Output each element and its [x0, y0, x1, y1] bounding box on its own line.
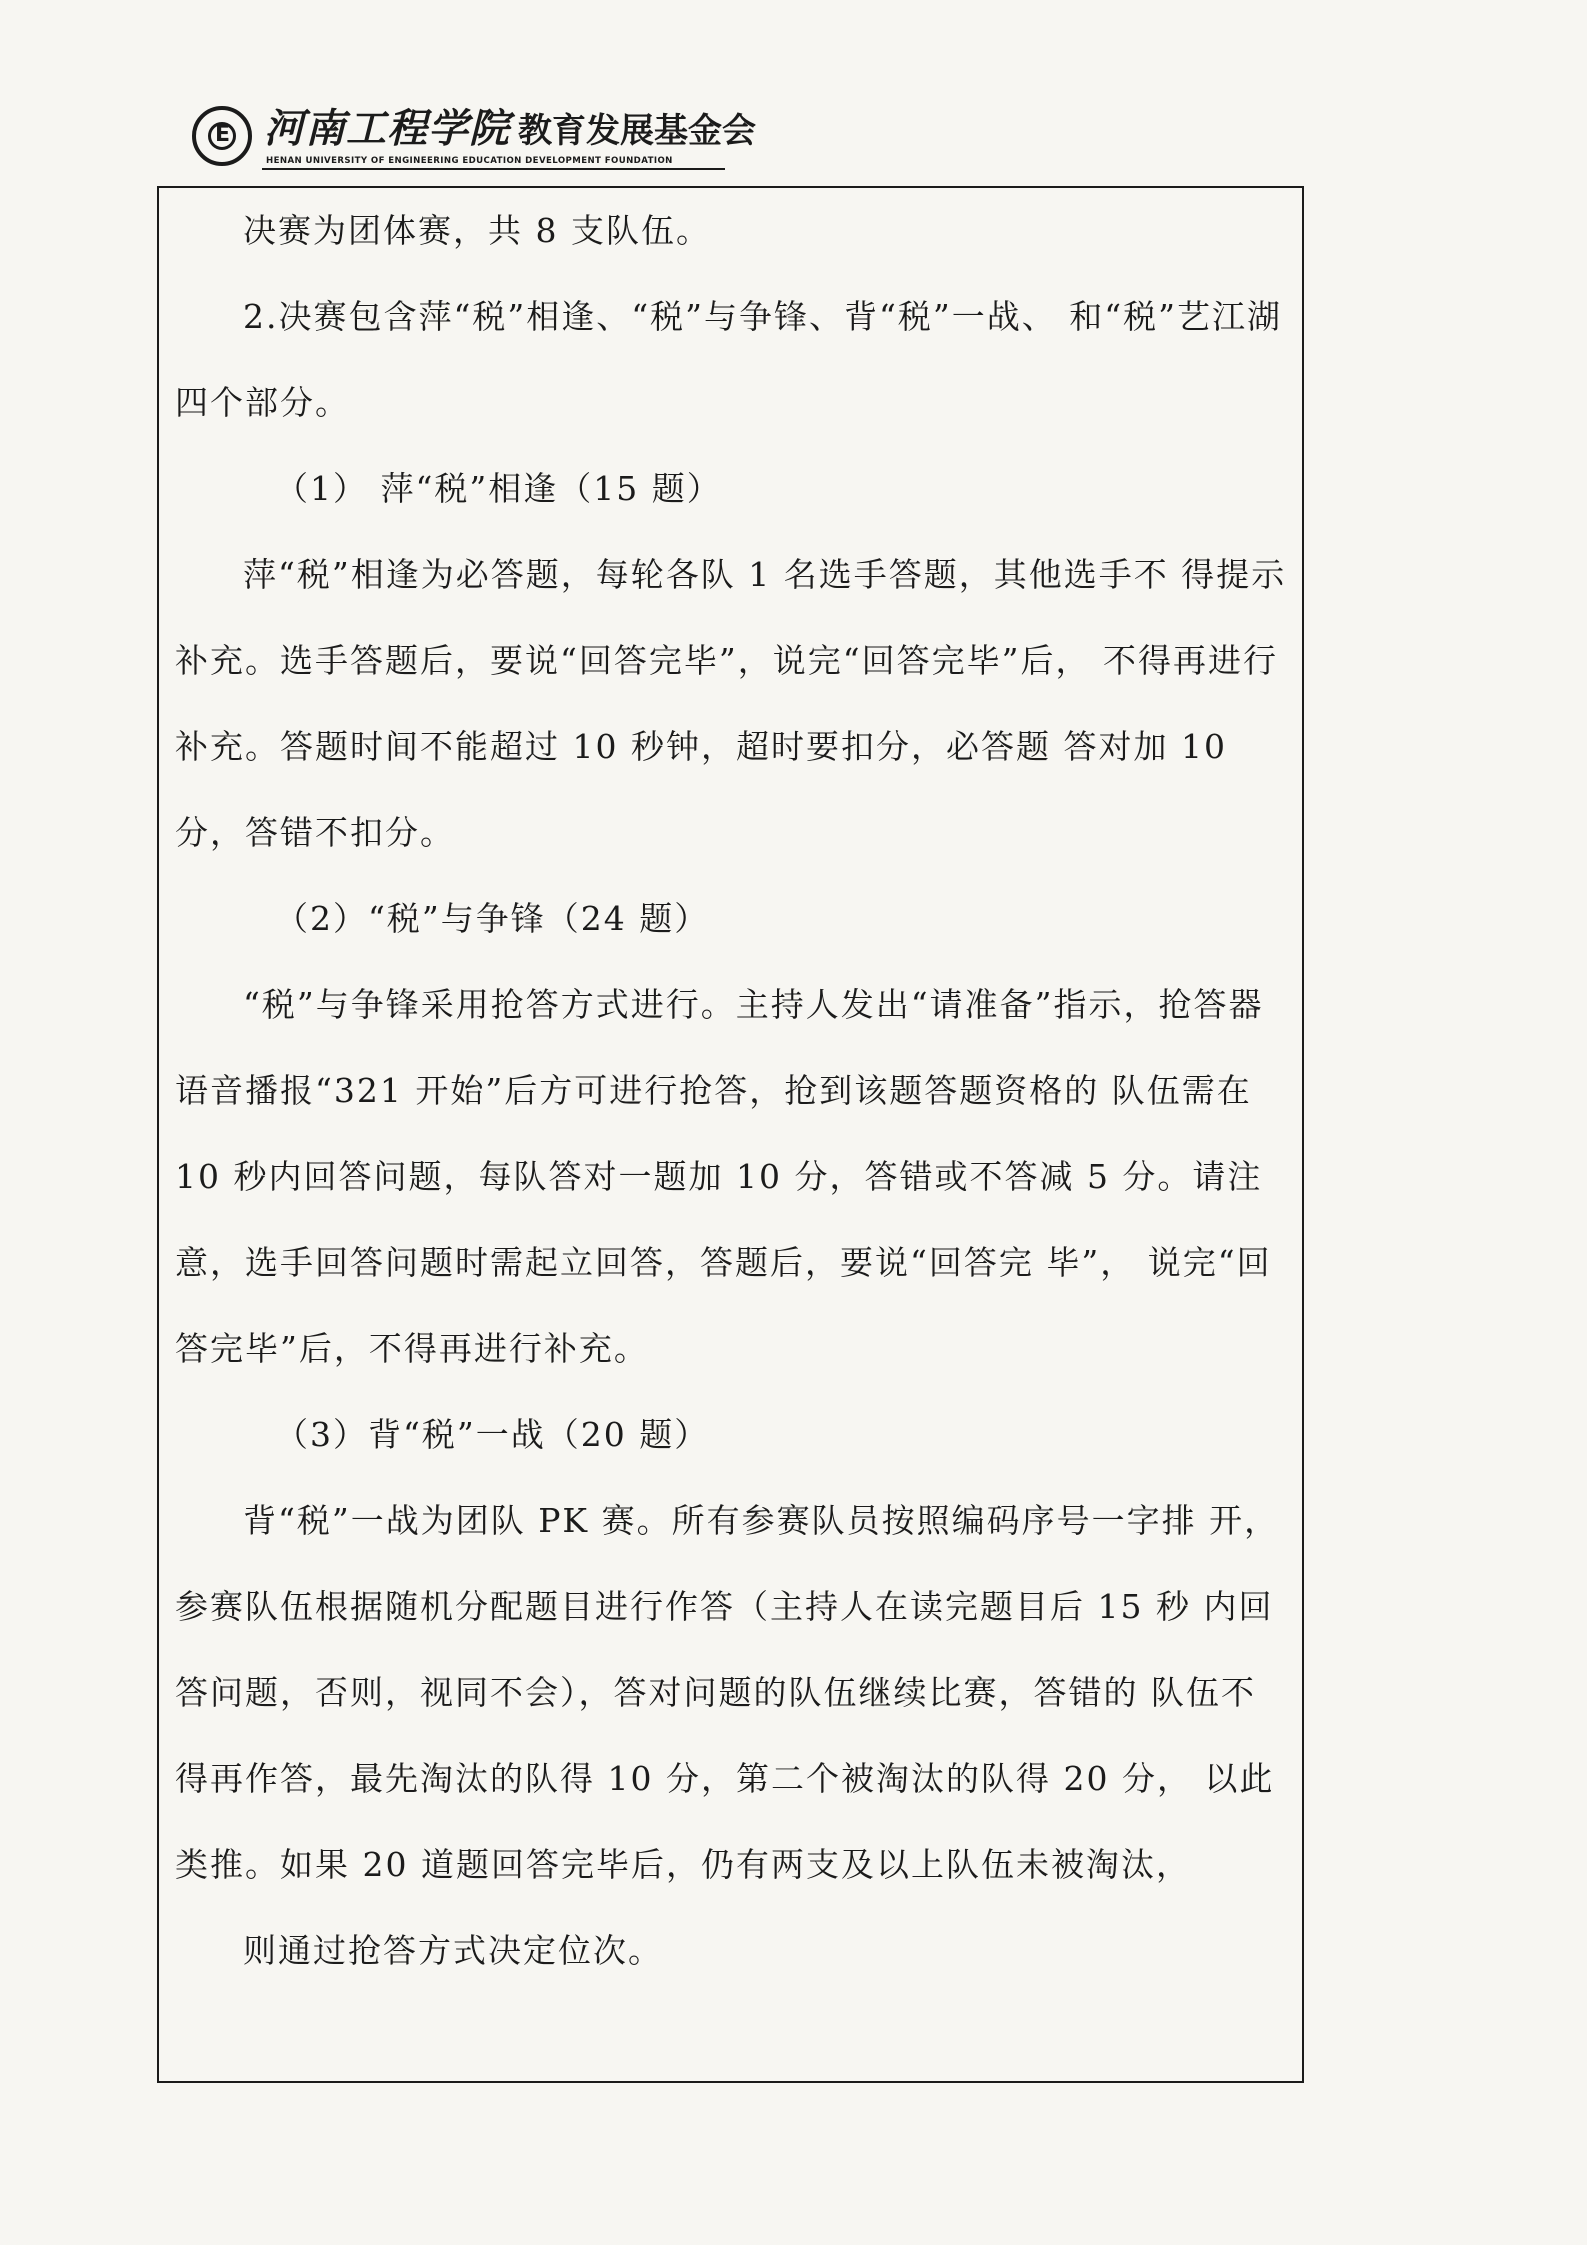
- logo-mark: E: [215, 122, 231, 147]
- paragraph-section-2: “税”与争锋采用抢答方式进行。主持人发出“请准备”指示，抢答器语音播报“321 开始”后方可进行抢答，抢到该题答题资格的 队伍需在 10 秒内回答问题，每队答对一题加 10 分，答错或不答减 5 分。请注意，选手回答问题时需起立回答，答题后，要说“回答完 毕”， 说完“回答完毕”后，不得再进行补充。: [175, 985, 1272, 1368]
- content-box: [157, 186, 1304, 2083]
- body-text: [175, 188, 1290, 1994]
- section-heading-1: （1） 萍“税”相逢（15 题）: [275, 469, 722, 508]
- paragraph-closing: 则通过抢答方式决定位次。: [243, 1931, 663, 1970]
- institution-title: [264, 106, 756, 154]
- paragraph-section-3: 背“税”一战为团队 PK 赛。所有参赛队员按照编码序号一字排 开，参赛队伍根据随机分配题目进行作答（主持人在读完题目后 15 秒 内回答问题，否则，视同不会），答对问题的队伍继续比赛，答错的 队伍不得再作答，最先淘汰的队得 10 分，第二个被淘汰的队得 20 分， 以此类推。如果 20 道题回答完毕后，仍有两支及以上队伍未被淘汰，: [175, 1501, 1280, 1884]
- foundation-name: 教育发展基金会: [518, 111, 756, 151]
- institution-name: 河南工程学院: [264, 105, 510, 152]
- foundation-logo-icon: [192, 106, 252, 166]
- section-heading-3: （3）背“税”一战（20 题）: [275, 1415, 710, 1454]
- header-divider: [262, 168, 725, 170]
- letterhead: [192, 100, 756, 172]
- paragraph-team-format: 决赛为团体赛，共 8 支队伍。: [243, 211, 711, 250]
- section-heading-2: （2）“税”与争锋（24 题）: [275, 899, 710, 938]
- english-name: HENAN UNIVERSITY OF ENGINEERING EDUCATION DEVELOPMENT FOUNDATION: [266, 156, 673, 166]
- paragraph-final-parts: 2.决赛包含萍“税”相逢、“税”与争锋、背“税”一战、 和“税”艺江湖四个部分。: [175, 297, 1282, 422]
- paragraph-section-1: 萍“税”相逢为必答题，每轮各队 1 名选手答题，其他选手不 得提示补充。选手答题后，要说“回答完毕”，说完“回答完毕”后， 不得再进行补充。答题时间不能超过 10 秒钟，超时要扣分，必答题 答对加 10 分，答错不扣分。: [175, 555, 1287, 852]
